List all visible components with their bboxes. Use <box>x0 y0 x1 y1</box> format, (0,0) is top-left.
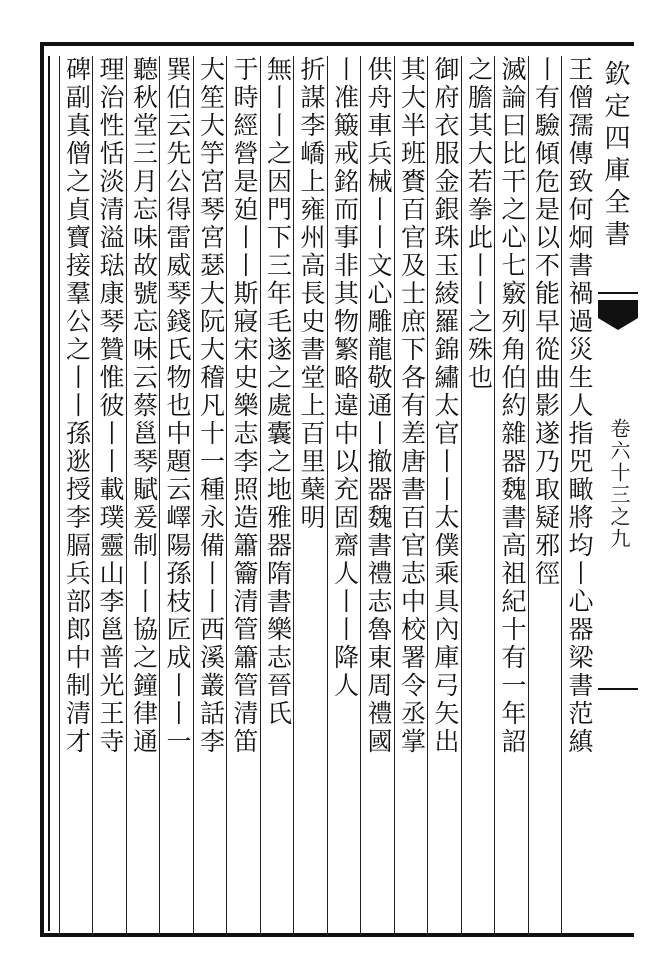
text-column: 供舟車兵械丨丨文心雕龍敬通丨撤器魏書禮志魯東周禮國 <box>364 56 393 756</box>
text-column: 無丨丨之因門下三年毛遂之處囊之地雅器隋書樂志晉氏 <box>263 56 293 728</box>
column-rule <box>59 56 60 936</box>
book-title: 欽定四庫全書 <box>600 60 630 252</box>
text-column: 理治性恬淡清溢琺康琴贊惟彼丨丨載璞靈山李邕普光王寺 <box>96 56 125 756</box>
text-column: 碑副真僧之貞寶接羣公之丨丨孫逖授李膈兵部郎中制清才 <box>62 56 92 756</box>
text-column: 巽伯云先公得雷威琴錢氏物也中題云嶧陽孫枝匠成丨丨一 <box>163 56 192 756</box>
inner-frame-line <box>48 56 50 931</box>
text-column: 其大半班賚百官及士庶下各有差唐書百官志中校署令丞掌 <box>397 56 427 756</box>
text-column: 滅論曰比干之心七竅列角伯約雜器魏書高祖紀十有一年詔 <box>498 56 527 756</box>
fold-divider-bottom <box>598 688 638 690</box>
text-column: 于時經營是廹丨丨斯寢宋史樂志李照造簫籥清管簫管清笛 <box>230 56 259 756</box>
text-column: 王僧孺傳致何炯書禍過災生人指兕瞰將均丨心器梁書范縝 <box>565 56 594 756</box>
text-column: 聽秋堂三月忘味故號忘味云蔡邕琴賦爰制丨丨協之鐘律通 <box>129 56 159 756</box>
text-column: 大笙大竽宮琴宮瑟大阮大稽凡十一種永備丨丨西溪叢話李 <box>196 56 226 756</box>
volume-page-marker: 卷六十三之九 <box>607 418 631 550</box>
text-column: 御府衣服金銀珠玉綾羅錦繡太官丨丨太僕乘具內庫弓矢出 <box>431 56 460 756</box>
text-column: 之膽其大若拳此丨丨之殊也 <box>464 56 494 392</box>
text-column: 丨准簸戒銘而事非其物繁略違中以充固齋人丨丨降人 <box>330 56 360 700</box>
fold-divider-top <box>598 292 638 294</box>
text-column: 丨有驗傾危是以不能早從曲影遂乃取疑邪徑 <box>531 56 561 588</box>
text-column: 折謀李嶠上雍州高長史書堂上百里蘖明 <box>297 56 326 532</box>
fishtail-ornament <box>598 300 638 330</box>
